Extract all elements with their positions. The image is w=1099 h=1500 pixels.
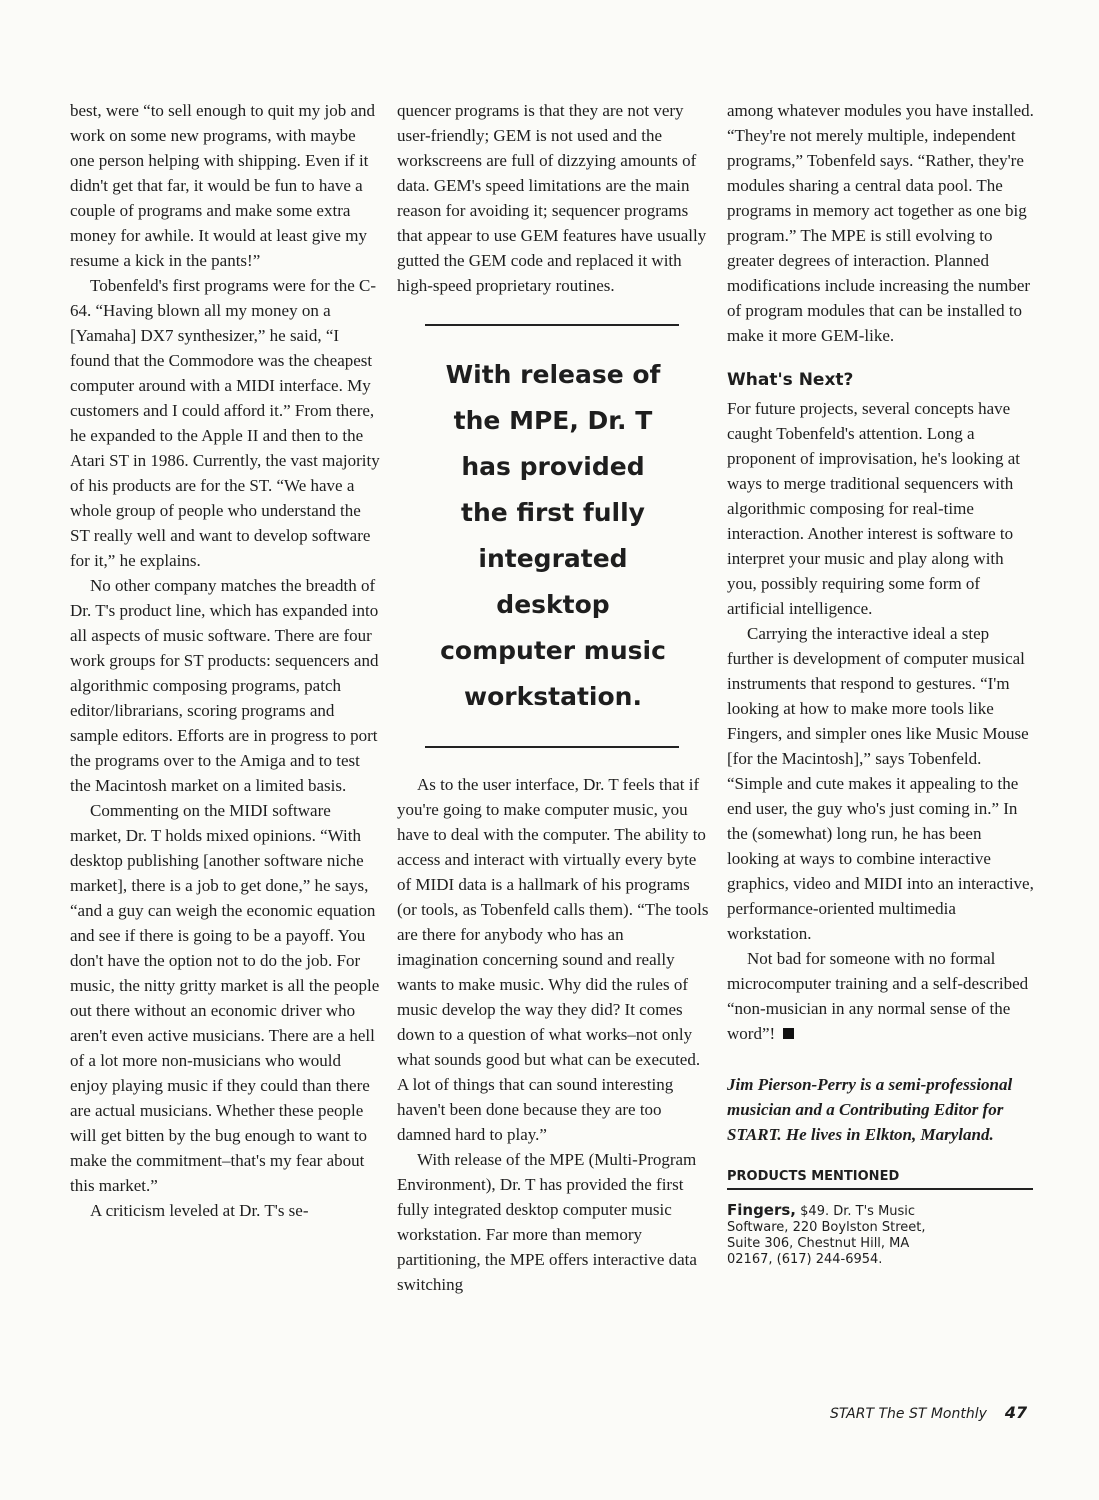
body-paragraph-last bbox=[727, 946, 1037, 1046]
product-listing bbox=[727, 1202, 927, 1268]
end-mark-icon bbox=[783, 1028, 794, 1039]
body-paragraph: No other company matches the breadth of Dr. T's product line, which has expanded into all aspects of music software. There are four work groups for ST products: sequencers and algorithmic composing programs, patch editor/librarians, scoring programs and sample editors. Efforts are in progress to port the programs over to the Amiga and to test the Macintosh market on a limited basis. bbox=[70, 576, 379, 795]
body-paragraph: Tobenfeld's first programs were for the C-64. “Having blown all my money on a [Yamaha] DX7 synthesizer,” he said, “I found that the Commodore was the cheapest computer around with a MIDI interface. My customers and I could afford it.” From there, he expanded to the Apple II and then to the Atari ST in 1986. Currently, the vast majority of his products are for the ST. “We have a whole group of people who understand the ST really well and want to develop software for it,” he explains. bbox=[70, 276, 380, 570]
pull-quote-top-rule bbox=[425, 324, 679, 326]
closing-text: Not bad for someone with no formal microcomputer training and a self-described “non-musician in any normal sense of the word”! bbox=[727, 949, 1029, 1043]
pull-quote-line: the MPE, Dr. T bbox=[453, 406, 653, 435]
pull-quote bbox=[397, 352, 709, 720]
pull-quote-line: computer music bbox=[440, 636, 666, 665]
products-mentioned-heading: PRODUCTS MENTIONED bbox=[727, 1169, 1033, 1190]
column-3 bbox=[727, 98, 1037, 1268]
body-paragraph: As to the user interface, Dr. T feels that if you're going to make computer music, you have to deal with the computer. The ability to access and interact with virtually every byte of MIDI data is a hallmark of his programs (or tools, as Tobenfeld calls them). “The tools are there for anybody who has an imagination concerning sound and really wants to make music. Why did the rules of music develop the way they did? It comes down to a question of what works–not only what sounds good but what can be executed. A lot of things that can sound interesting haven't been done because they are too damned hard to play.” bbox=[397, 775, 709, 1144]
section-heading: What's Next? bbox=[727, 370, 854, 390]
pull-quote-bottom-rule bbox=[425, 746, 679, 748]
column-1 bbox=[70, 98, 380, 1223]
product-details: $49. Dr. T's Music Software, 220 Boylston Street, Suite 306, Chestnut Hill, MA 02167, (617) 244-6954. bbox=[727, 1204, 926, 1267]
body-paragraph: A criticism leveled at Dr. T's se- bbox=[90, 1201, 309, 1220]
body-paragraph: among whatever modules you have installed. “They're not merely multiple, independent programs,” Tobenfeld says. “Rather, they're modules sharing a central data pool. The programs in memory act together as one big program.” The MPE is still evolving to greater degrees of interaction. Planned modifications include increasing the number of program modules that can be installed to make it more GEM-like. bbox=[727, 101, 1034, 345]
author-bio: Jim Pierson-Perry is a semi-professional musician and a Contributing Editor for START. He lives in Elkton, Maryland. bbox=[727, 1075, 1013, 1144]
pull-quote-line: has provided bbox=[461, 452, 645, 481]
column-2 bbox=[397, 98, 709, 1297]
body-paragraph: Commenting on the MIDI software market, Dr. T holds mixed opinions. “With desktop publishing [another software niche market], there is a job to get done,” he says, “and a guy can weigh the economic equation and see if there is going to be a payoff. You don't have the option not to do the job. For music, the nitty gritty market is all the people out there without an economic driver who aren't even active musicians. There are a hell of a lot more non-musicians who would enjoy playing music if they could than there are actual musicians. Whether these people will get bitten by the bug enough to want to make the commitment–that's my fear about this market.” bbox=[70, 801, 380, 1195]
product-name: Fingers, bbox=[727, 1201, 797, 1219]
body-paragraph: best, were “to sell enough to quit my job and work on some new programs, with maybe one person helping with shipping. Even if it didn't get that far, it would be fun to have a couple of programs and make some extra money for awhile. It would at least give my resume a kick in the pants!” bbox=[70, 101, 375, 270]
body-paragraph: For future projects, several concepts have caught Tobenfeld's attention. Long a proponent of improvisation, he's looking at ways to merge traditional sequencers with algorithmic composing for real-time interaction. Another interest is software to interpret your music and play along with you, possibly requiring some form of artificial intelligence. bbox=[727, 399, 1020, 618]
page-footer bbox=[830, 1403, 1040, 1422]
pull-quote-line: integrated bbox=[478, 544, 628, 573]
body-paragraph: quencer programs is that they are not very user-friendly; GEM is not used and the workscreens are full of dizzying amounts of data. GEM's speed limitations are the main reason for avoiding it; sequencer programs that appear to use GEM features have usually gutted the GEM code and replaced it with high-speed proprietary routines. bbox=[397, 101, 707, 295]
pull-quote-line: desktop bbox=[496, 590, 610, 619]
pull-quote-line: With release of bbox=[445, 360, 661, 389]
page-number: 47 bbox=[1004, 1403, 1028, 1422]
pull-quote-line: workstation. bbox=[464, 682, 642, 711]
pull-quote-line: the first fully bbox=[461, 498, 645, 527]
body-paragraph: Carrying the interactive ideal a step further is development of computer musical instruments that respond to gestures. “I'm looking at how to make more tools like Fingers, and simpler ones like Music Mouse [for the Macintosh],” says Tobenfeld. “Simple and cute makes it appealing to the end user, the guy who's just coming in.” In the (somewhat) long run, he has been looking at ways to combine interactive graphics, video and MIDI into an interactive, performance-oriented multimedia workstation. bbox=[727, 624, 1034, 943]
body-paragraph: With release of the MPE (Multi-Program Environment), Dr. T has provided the first fully integrated desktop computer music workstation. Far more than memory partitioning, the MPE offers interactive data switching bbox=[397, 1150, 697, 1294]
publication-name: START The ST Monthly bbox=[830, 1406, 987, 1422]
